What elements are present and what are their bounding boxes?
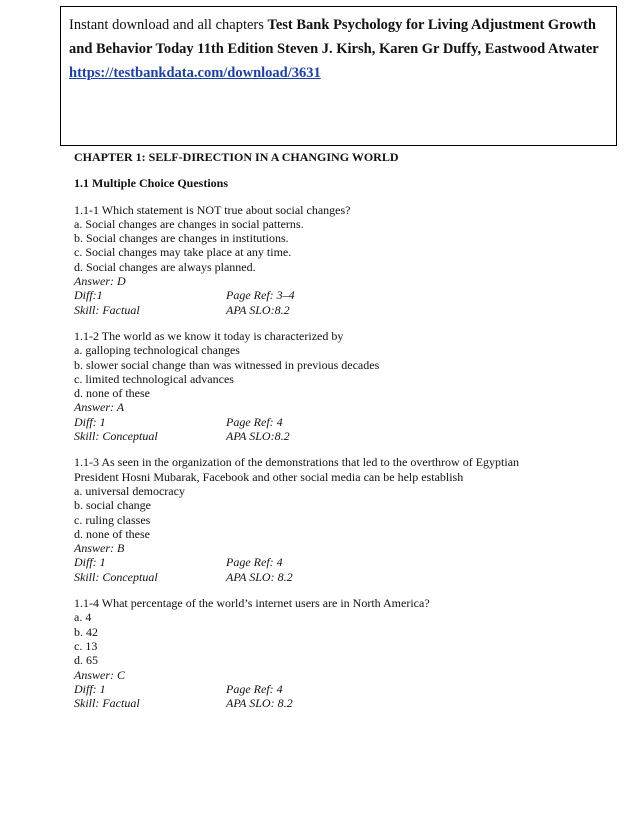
answer-option: a. universal democracy — [74, 483, 185, 498]
download-banner — [60, 6, 617, 146]
answer-key: Answer: A — [74, 400, 125, 415]
chapter-title: CHAPTER 1: SELF-DIRECTION IN A CHANGING WORLD — [74, 150, 399, 164]
question-stem: 1.1-4 What percentage of the world’s internet users are in North America? — [74, 596, 430, 611]
skill: Skill: Conceptual — [74, 429, 158, 444]
answer-option: c. Social changes may take place at any time. — [74, 245, 292, 260]
page-ref: Page Ref: 3–4 — [226, 288, 295, 303]
question-stem: President Hosni Mubarak, Facebook and other social media can be help establish — [74, 469, 464, 484]
page-ref: Page Ref: 4 — [226, 414, 283, 429]
skill: Skill: Factual — [74, 696, 140, 711]
question-block — [74, 329, 604, 443]
meta-row — [74, 429, 604, 443]
answer-option: d. 65 — [74, 653, 98, 668]
banner-title: Test Bank Psychology for Living Adjustment Growth and Behavior Today 11th Edition Steven J. Kirsh, Karen Gr Duffy, Eastwood Atwater — [69, 17, 599, 57]
apa-slo: APA SLO: 8.2 — [226, 569, 293, 584]
answer-option: b. social change — [74, 498, 151, 513]
download-link[interactable]: https://testbankdata.com/download/3631 — [69, 65, 321, 81]
answer-option: d. Social changes are always planned. — [74, 259, 256, 274]
banner-prefix: Instant download and all chapters — [69, 17, 268, 33]
meta-row — [74, 303, 604, 317]
answer-option: c. ruling classes — [74, 512, 151, 527]
question-stem: 1.1-3 As seen in the organization of the demonstrations that led to the overthrow of Egyptian — [74, 455, 520, 470]
question-stem: 1.1-2 The world as we know it today is characterized by — [74, 328, 344, 343]
difficulty: Diff:1 — [74, 288, 103, 303]
question-block — [74, 596, 604, 710]
answer-key: Answer: C — [74, 667, 125, 682]
apa-slo: APA SLO:8.2 — [226, 429, 290, 444]
answer-option: a. galloping technological changes — [74, 343, 240, 358]
answer-option: b. slower social change than was witnessed in previous decades — [74, 357, 380, 372]
difficulty: Diff: 1 — [74, 681, 106, 696]
difficulty: Diff: 1 — [74, 555, 106, 570]
skill: Skill: Factual — [74, 302, 140, 317]
answer-option: c. 13 — [74, 638, 98, 653]
question-stem: 1.1-1 Which statement is NOT true about social changes? — [74, 202, 351, 217]
meta-row — [74, 415, 604, 429]
answer-option: a. 4 — [74, 610, 92, 625]
question-block — [74, 203, 604, 317]
apa-slo: APA SLO:8.2 — [226, 302, 290, 317]
section-title: 1.1 Multiple Choice Questions — [74, 176, 229, 191]
document-body — [74, 150, 604, 722]
answer-option: d. none of these — [74, 386, 150, 401]
page-ref: Page Ref: 4 — [226, 555, 283, 570]
apa-slo: APA SLO: 8.2 — [226, 696, 293, 711]
meta-row — [74, 555, 604, 569]
skill: Skill: Conceptual — [74, 569, 158, 584]
answer-option: b. Social changes are changes in institutions. — [74, 231, 289, 246]
answer-key: Answer: D — [74, 274, 126, 289]
question-block — [74, 455, 604, 584]
meta-row — [74, 682, 604, 696]
answer-option: c. limited technological advances — [74, 371, 234, 386]
answer-key: Answer: B — [74, 541, 125, 556]
difficulty: Diff: 1 — [74, 414, 106, 429]
page-ref: Page Ref: 4 — [226, 681, 283, 696]
answer-option: a. Social changes are changes in social patterns. — [74, 216, 304, 231]
meta-row — [74, 696, 604, 710]
meta-row — [74, 570, 604, 584]
answer-option: b. 42 — [74, 624, 98, 639]
meta-row — [74, 288, 604, 302]
question-list — [74, 203, 604, 711]
answer-option: d. none of these — [74, 526, 150, 541]
